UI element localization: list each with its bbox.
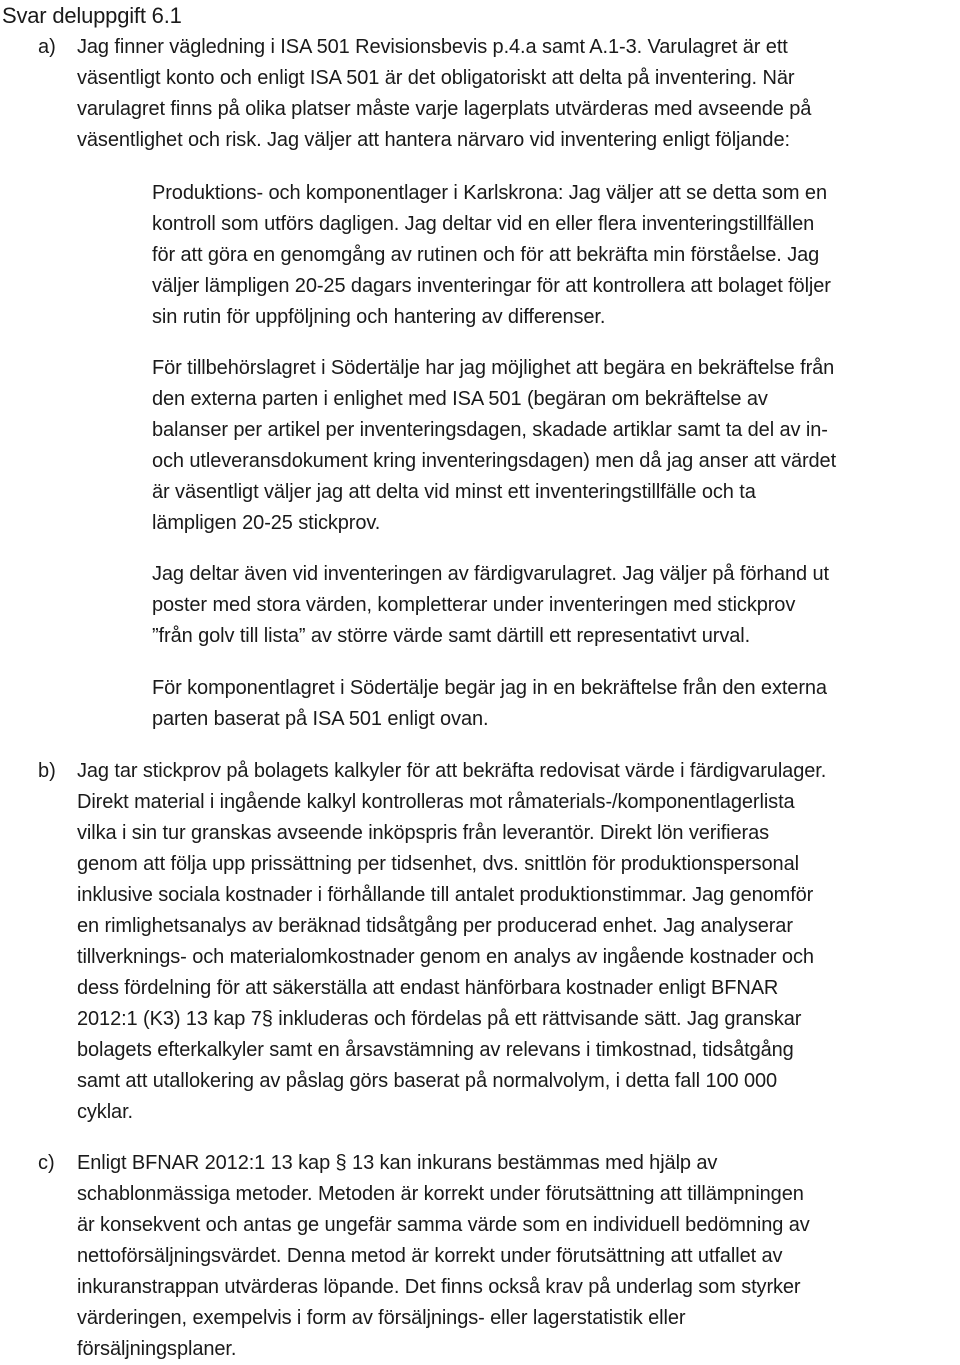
section-c-body: Enligt BFNAR 2012:1 13 kap § 13 kan inkurans bestämmas med hjälp av schablonmässiga metoder. Metoden är korrekt under förutsättning att tillämpningen är konsekvent och antas ge ungefär samma värde som en individuell bedömning av nettoförsäljningsvärdet. Denna metod är korrekt under förutsättning att utfallet av inkuranstrappan utvärderas löpande. Det finns också krav på underlag som styrker värderingen, exempelvis i form av försäljnings- eller lagerstatistik eller försäljningsplaner. bbox=[77, 1152, 810, 1360]
section-a-paragraph-tillbehorslager: För tillbehörslagret i Södertälje har jag möjlighet att begära en bekräftelse från den externa parten i enlighet med ISA 501 (begäran om bekräftelse av balanser per artikel per inventeringsdagen, skadade artiklar samt ta del av in- och utleveransdokument kring inventeringsdagen) men då jag anser att värdet är väsentligt väljer jag att delta vid minst ett inventeringstillfälle och ta lämpligen 20-25 stickprov. bbox=[152, 357, 837, 534]
section-a-paragraph-komponentlager: För komponentlagret i Södertälje begär jag in en bekräftelse från den externa parten baserat på ISA 501 enligt ovan. bbox=[152, 677, 827, 730]
section-b-body: Jag tar stickprov på bolagets kalkyler för att bekräfta redovisat värde i färdigvarulager. Direkt material i ingående kalkyl kontrolleras mot råmaterials-/komponentlagerlista vilka i sin tur granskas avseende inköpspris från leverantör. Direkt lön verifieras genom att följa upp prissättning per tidsenhet, dvs. snittlön för produktionspersonal inklusive sociala kostnader i förhållande till antalet produktionstimmar. Jag genomför en rimlighetsanalys av beräknad tidsåtgång per producerad enhet. Jag analyserar tillverknings- och materialomkostnader genom en analys av ingående kostnader och dess fördelning för att säkerställa att endast hänförbara kostnader enligt BFNAR 2012:1 (K3) 13 kap 7§ inkluderas och fördelas på ett rättvisande sätt. Jag granskar bolagets efterkalkyler samt en årsavstämning av relevans i timkostnad, tidsåtgång samt att utallokering av påslag görs baserat på normalvolym, i detta fall 100 000 cyklar. bbox=[77, 760, 827, 1123]
section-a-paragraph-fardigvarulager: Jag deltar även vid inventeringen av färdigvarulagret. Jag väljer på förhand ut poster med stora värden, kompletterar under inventeringen med stickprov ”från golv till lista” av större värde samt därtill ett representativt urval. bbox=[152, 563, 829, 647]
section-a-marker: a) bbox=[38, 36, 56, 58]
page-title: Svar deluppgift 6.1 bbox=[2, 3, 182, 28]
section-a-intro: Jag finner vägledning i ISA 501 Revisionsbevis p.4.a samt A.1-3. Varulagret är ett väsentligt konto och enligt ISA 501 är det obligatoriskt att delta på inventering. När varulagret finns på olika platser måste varje lagerplats utvärderas med avseende på väsentlighet och risk. Jag väljer att hantera närvaro vid inventering enligt följande: bbox=[77, 36, 812, 151]
section-b-marker: b) bbox=[38, 760, 56, 782]
section-c-marker: c) bbox=[38, 1152, 55, 1174]
section-a-paragraph-karlskrona: Produktions- och komponentlager i Karlskrona: Jag väljer att se detta som en kontroll som utförs dagligen. Jag deltar vid en eller flera inventeringstillfällen för att göra en genomgång av rutinen och för att bekräfta min förståelse. Jag väljer lämpligen 20-25 dagars inventeringar för att kontrollera att bolaget följer sin rutin för uppföljning och hantering av differenser. bbox=[152, 182, 831, 328]
